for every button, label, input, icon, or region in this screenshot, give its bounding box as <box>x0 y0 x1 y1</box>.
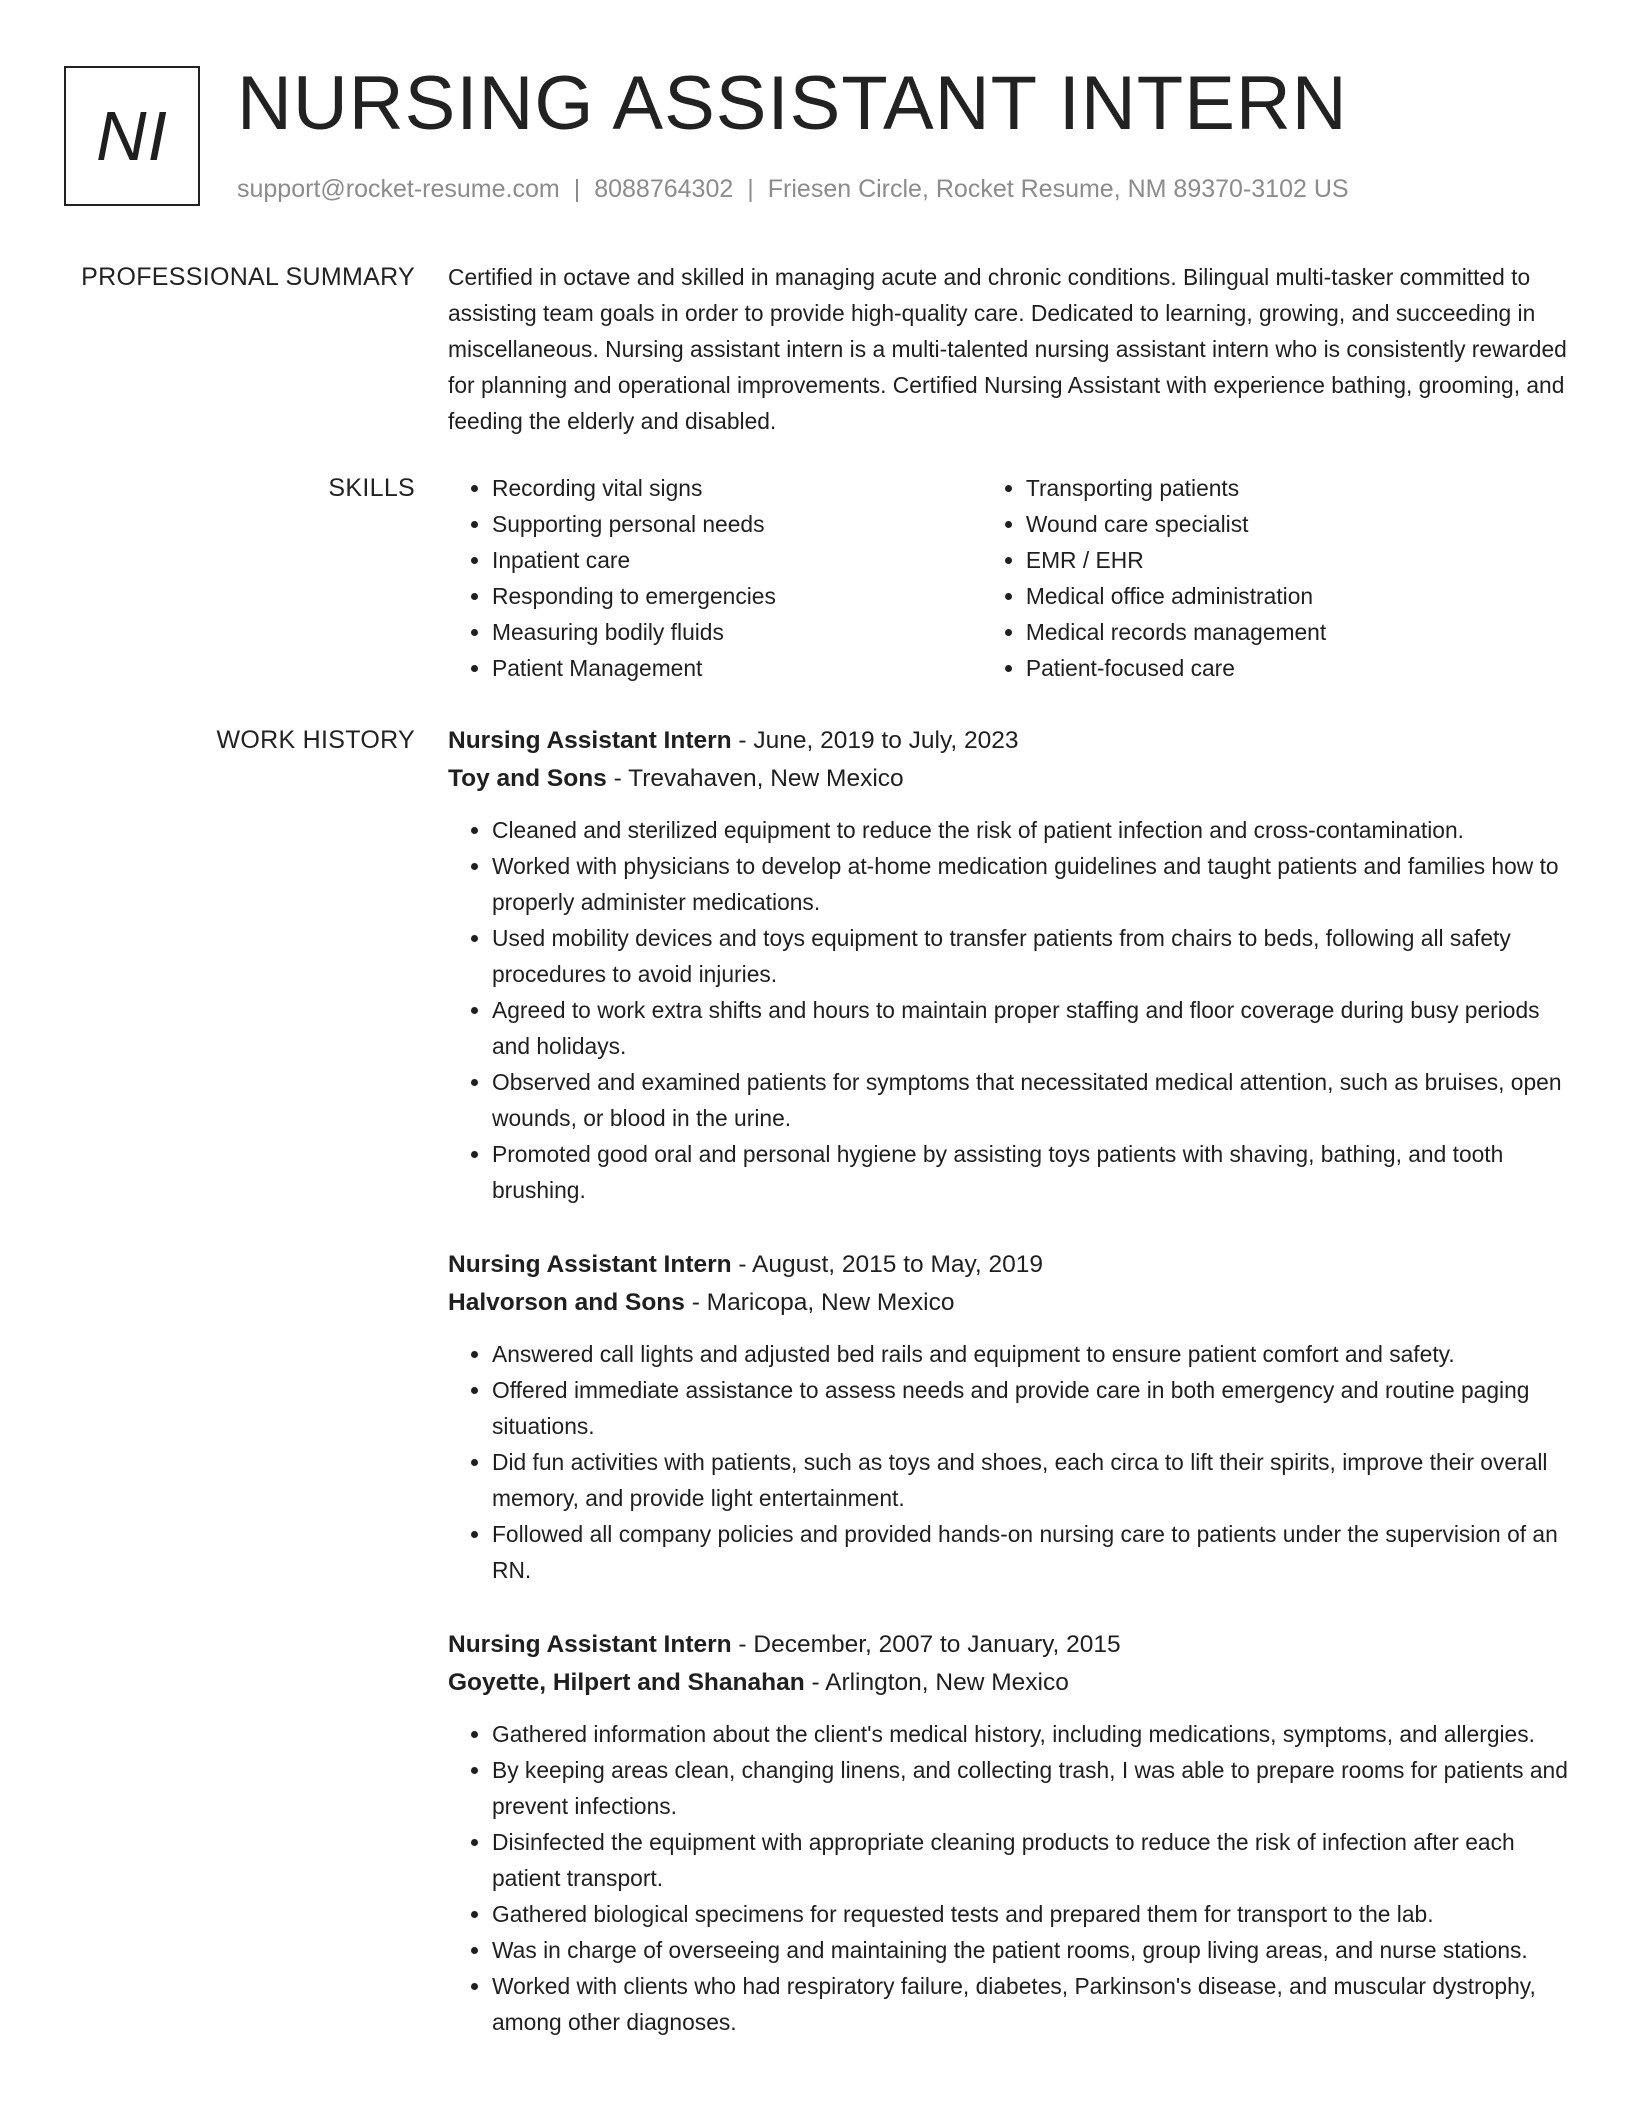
job-body <box>448 1626 1568 2040</box>
resume-title: NURSING ASSISTANT INTERN <box>237 61 1348 146</box>
skills-body <box>448 470 1568 686</box>
skill-item: • Patient Management <box>492 650 982 686</box>
job-title: Nursing Assistant Intern <box>448 727 732 754</box>
contact-line <box>237 174 1349 204</box>
skill-item: • EMR / EHR <box>1026 542 1568 578</box>
job-bullet: • Disinfected the equipment with appropriate cleaning products to reduce the risk of infection after each patient transport. <box>492 1824 1568 1896</box>
monogram-badge: NI <box>64 66 200 206</box>
job-bullet: • Worked with physicians to develop at-home medication guidelines and taught patients and families how to properly administer medications. <box>492 848 1568 920</box>
summary-text: Certified in octave and skilled in managing acute and chronic conditions. Bilingual multi-tasker committed to assisting team goals in order to provide high-quality care. Dedicated to learning, growing, and succeeding in miscellaneous. Nursing assistant intern is a multi-talented nursing assistant intern who is consistently rewarded for planning and operational improvements. Certified Nursing Assistant with experience bathing, grooming, and feeding the elderly and disabled. <box>448 264 1567 434</box>
job-bullet: • Observed and examined patients for symptoms that necessitated medical attention, such as bruises, open wounds, or blood in the urine. <box>492 1064 1568 1136</box>
contact-address: Friesen Circle, Rocket Resume, NM 89370-3102 US <box>767 175 1349 203</box>
job-title-line <box>448 1626 1568 1664</box>
job-bullet: • Answered call lights and adjusted bed rails and equipment to ensure patient comfort and safety. <box>492 1336 1568 1372</box>
skills-heading: SKILLS <box>328 474 415 502</box>
job-bullets <box>448 1716 1568 2040</box>
contact-separator: | <box>747 175 754 203</box>
skill-item: • Inpatient care <box>492 542 982 578</box>
contact-phone: 8088764302 <box>594 175 734 203</box>
job-body <box>448 1246 1568 1588</box>
job-bullets <box>448 1336 1568 1588</box>
job-dates: - June, 2019 to July, 2023 <box>731 727 1019 754</box>
job-company: Halvorson and Sons <box>448 1289 685 1316</box>
skill-item: • Recording vital signs <box>492 470 982 506</box>
job-body <box>448 722 1568 1208</box>
job-bullet: • Gathered biological specimens for requested tests and prepared them for transport to the lab. <box>492 1896 1568 1932</box>
job-bullet: • By keeping areas clean, changing linens, and collecting trash, I was able to prepare rooms for patients and prevent infections. <box>492 1752 1568 1824</box>
contact-email: support@rocket-resume.com <box>237 175 560 203</box>
work-history-heading: WORK HISTORY <box>216 726 415 754</box>
summary-heading: PROFESSIONAL SUMMARY <box>81 263 415 291</box>
skill-item: • Supporting personal needs <box>492 506 982 542</box>
resume-header <box>64 61 1564 210</box>
skill-item: • Medical records management <box>1026 614 1568 650</box>
job-title-line <box>448 1246 1568 1284</box>
job-title: Nursing Assistant Intern <box>448 1251 732 1278</box>
skills-list-left <box>448 470 982 686</box>
job-bullet: • Followed all company policies and provided hands-on nursing care to patients under the supervision of an RN. <box>492 1516 1568 1588</box>
job-company-line <box>448 760 1568 798</box>
job-bullet: • Cleaned and sterilized equipment to reduce the risk of patient infection and cross-contamination. <box>492 812 1568 848</box>
summary-body <box>448 259 1568 439</box>
skill-item: • Transporting patients <box>1026 470 1568 506</box>
job-dates: - August, 2015 to May, 2019 <box>731 1251 1044 1278</box>
job-bullet: • Did fun activities with patients, such as toys and shoes, each circa to lift their spirits, improve their overall memory, and provide light entertainment. <box>492 1444 1568 1516</box>
skill-item: • Patient-focused care <box>1026 650 1568 686</box>
skills-list-right <box>982 470 1568 686</box>
job-location: - Trevahaven, New Mexico <box>606 765 904 792</box>
job-company: Toy and Sons <box>448 765 607 792</box>
job-bullets <box>448 812 1568 1208</box>
skill-item: • Medical office administration <box>1026 578 1568 614</box>
job-company-line <box>448 1284 1568 1322</box>
skill-item: • Measuring bodily fluids <box>492 614 982 650</box>
job-title-line <box>448 722 1568 760</box>
job-bullet: • Offered immediate assistance to assess needs and provide care in both emergency and routine paging situations. <box>492 1372 1568 1444</box>
job-bullet: • Used mobility devices and toys equipment to transfer patients from chairs to beds, following all safety procedures to avoid injuries. <box>492 920 1568 992</box>
job-bullet: • Gathered information about the client's medical history, including medications, symptoms, and allergies. <box>492 1716 1568 1752</box>
job-title: Nursing Assistant Intern <box>448 1631 732 1658</box>
contact-separator: | <box>573 175 581 203</box>
job-bullet: • Promoted good oral and personal hygiene by assisting toys patients with shaving, bathing, and tooth brushing. <box>492 1136 1568 1208</box>
job-dates: - December, 2007 to January, 2015 <box>731 1631 1121 1658</box>
skill-item: • Wound care specialist <box>1026 506 1568 542</box>
job-bullet: • Worked with clients who had respiratory failure, diabetes, Parkinson's disease, and muscular dystrophy, among other diagnoses. <box>492 1968 1568 2040</box>
job-bullet: • Was in charge of overseeing and maintaining the patient rooms, group living areas, and nurse stations. <box>492 1932 1568 1968</box>
job-bullet: • Agreed to work extra shifts and hours to maintain proper staffing and floor coverage during busy periods and holidays. <box>492 992 1568 1064</box>
job-company: Goyette, Hilpert and Shanahan <box>448 1669 805 1696</box>
skill-item: • Responding to emergencies <box>492 578 982 614</box>
job-company-line <box>448 1664 1568 1702</box>
job-location: - Arlington, New Mexico <box>804 1669 1069 1696</box>
job-location: - Maricopa, New Mexico <box>684 1289 955 1316</box>
